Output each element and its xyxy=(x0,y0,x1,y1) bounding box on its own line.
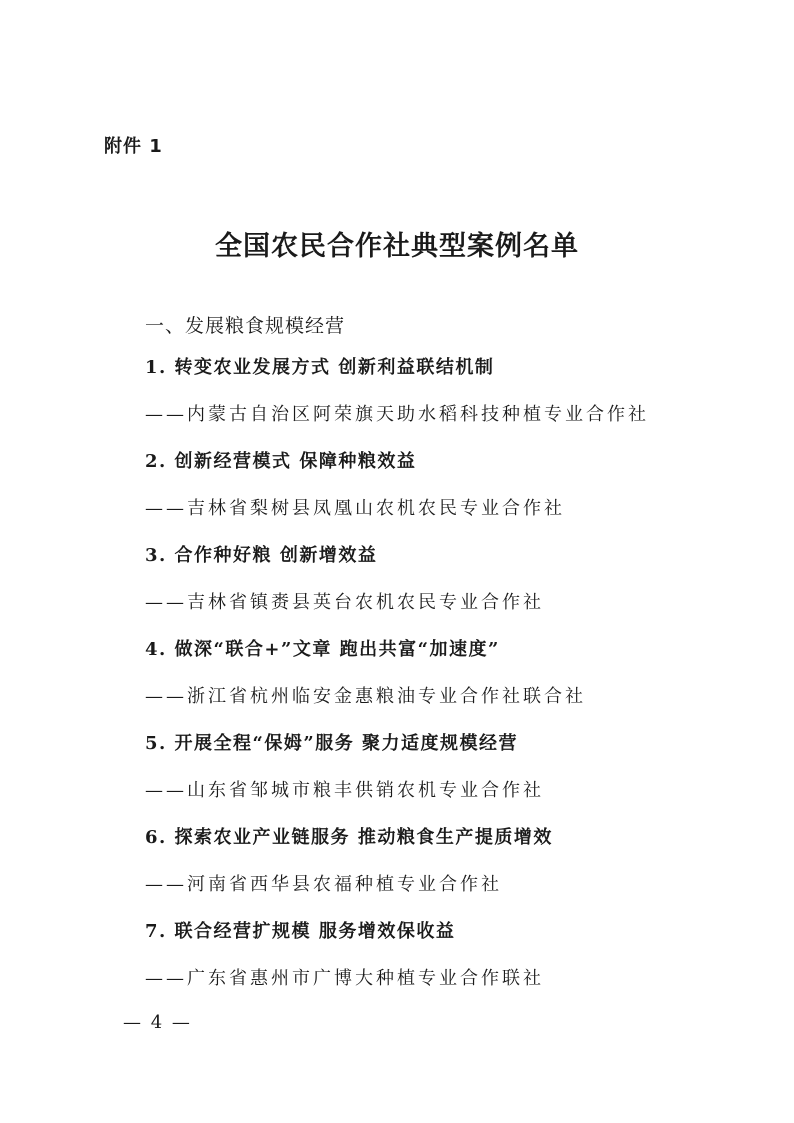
case-organization: ——广东省惠州市广博大种植专业合作联社 xyxy=(145,968,544,989)
case-list xyxy=(145,350,725,1008)
case-title: 7. 联合经营扩规模 服务增效保收益 xyxy=(145,921,456,942)
case-item xyxy=(145,444,725,538)
case-item xyxy=(145,350,725,444)
case-item xyxy=(145,726,725,820)
case-title: 5. 开展全程“保姆”服务 聚力适度规模经营 xyxy=(145,733,519,754)
case-organization: ——浙江省杭州临安金惠粮油专业合作社联合社 xyxy=(145,686,586,707)
case-title: 3. 合作种好粮 创新增效益 xyxy=(145,545,378,566)
case-item xyxy=(145,538,725,632)
case-item xyxy=(145,914,725,1008)
case-organization: ——吉林省梨树县凤凰山农机农民专业合作社 xyxy=(145,498,565,519)
case-title: 1. 转变农业发展方式 创新利益联结机制 xyxy=(145,357,495,378)
case-organization: ——河南省西华县农福种植专业合作社 xyxy=(145,874,502,895)
case-title: 2. 创新经营模式 保障种粮效益 xyxy=(145,451,417,472)
case-title: 6. 探索农业产业链服务 推动粮食生产提质增效 xyxy=(145,827,553,848)
section-heading: 一、发展粮食规模经营 xyxy=(145,315,346,337)
case-title: 4. 做深“联合+”文章 跑出共富“加速度” xyxy=(145,639,500,660)
attachment-label: 附件 1 xyxy=(104,136,163,157)
document-title: 全国农民合作社典型案例名单 xyxy=(215,231,579,262)
case-organization: ——吉林省镇赉县英台农机农民专业合作社 xyxy=(145,592,544,613)
page-number: — 4 — xyxy=(123,1012,192,1033)
case-organization: ——山东省邹城市粮丰供销农机专业合作社 xyxy=(145,780,544,801)
case-organization: ——内蒙古自治区阿荣旗天助水稻科技种植专业合作社 xyxy=(145,404,649,425)
case-item xyxy=(145,820,725,914)
case-item xyxy=(145,632,725,726)
